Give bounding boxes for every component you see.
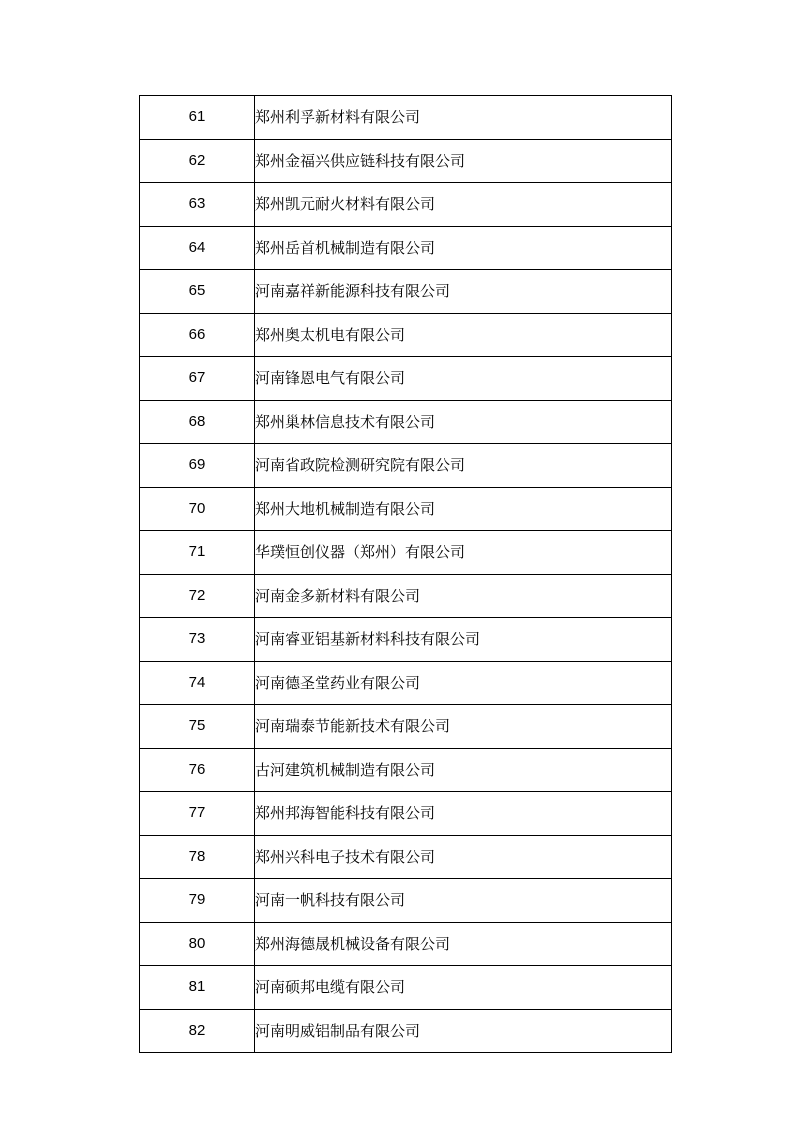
- company-name-cell: 河南硕邦电缆有限公司: [255, 966, 672, 1010]
- row-index-cell: 74: [140, 661, 255, 705]
- row-index-cell: 64: [140, 226, 255, 270]
- row-index-cell: 76: [140, 748, 255, 792]
- company-name-cell: 郑州金福兴供应链科技有限公司: [255, 139, 672, 183]
- table-row: [140, 661, 672, 705]
- row-index-cell: 81: [140, 966, 255, 1010]
- company-name-cell: 郑州巢林信息技术有限公司: [255, 400, 672, 444]
- table-row: [140, 226, 672, 270]
- table-row: [140, 487, 672, 531]
- table-row: [140, 879, 672, 923]
- table-row: [140, 357, 672, 401]
- row-index-cell: 77: [140, 792, 255, 836]
- company-table-body: [140, 96, 672, 1053]
- company-name-cell: 郑州邦海智能科技有限公司: [255, 792, 672, 836]
- table-row: [140, 313, 672, 357]
- row-index-cell: 72: [140, 574, 255, 618]
- company-name-cell: 郑州奥太机电有限公司: [255, 313, 672, 357]
- table-row: [140, 531, 672, 575]
- row-index-cell: 75: [140, 705, 255, 749]
- table-row: [140, 1009, 672, 1053]
- row-index-cell: 70: [140, 487, 255, 531]
- table-row: [140, 270, 672, 314]
- row-index-cell: 66: [140, 313, 255, 357]
- company-table: [139, 95, 672, 1053]
- table-row: [140, 618, 672, 662]
- row-index-cell: 71: [140, 531, 255, 575]
- company-name-cell: 郑州兴科电子技术有限公司: [255, 835, 672, 879]
- company-name-cell: 河南锋恩电气有限公司: [255, 357, 672, 401]
- table-row: [140, 96, 672, 140]
- row-index-cell: 78: [140, 835, 255, 879]
- company-name-cell: 河南德圣堂药业有限公司: [255, 661, 672, 705]
- company-name-cell: 郑州海德晟机械设备有限公司: [255, 922, 672, 966]
- company-name-cell: 河南金多新材料有限公司: [255, 574, 672, 618]
- company-table-container: [139, 95, 669, 1053]
- company-name-cell: 郑州岳首机械制造有限公司: [255, 226, 672, 270]
- row-index-cell: 67: [140, 357, 255, 401]
- company-name-cell: 河南嘉祥新能源科技有限公司: [255, 270, 672, 314]
- row-index-cell: 61: [140, 96, 255, 140]
- company-name-cell: 郑州凯元耐火材料有限公司: [255, 183, 672, 227]
- table-row: [140, 400, 672, 444]
- company-name-cell: 郑州利孚新材料有限公司: [255, 96, 672, 140]
- table-row: [140, 574, 672, 618]
- row-index-cell: 65: [140, 270, 255, 314]
- row-index-cell: 80: [140, 922, 255, 966]
- row-index-cell: 73: [140, 618, 255, 662]
- company-name-cell: 河南明威铝制品有限公司: [255, 1009, 672, 1053]
- company-name-cell: 郑州大地机械制造有限公司: [255, 487, 672, 531]
- table-row: [140, 835, 672, 879]
- table-row: [140, 966, 672, 1010]
- company-name-cell: 古河建筑机械制造有限公司: [255, 748, 672, 792]
- row-index-cell: 68: [140, 400, 255, 444]
- table-row: [140, 748, 672, 792]
- table-row: [140, 139, 672, 183]
- company-name-cell: 华璞恒创仪器（郑州）有限公司: [255, 531, 672, 575]
- row-index-cell: 82: [140, 1009, 255, 1053]
- company-name-cell: 河南睿亚铝基新材料科技有限公司: [255, 618, 672, 662]
- company-name-cell: 河南一帆科技有限公司: [255, 879, 672, 923]
- row-index-cell: 79: [140, 879, 255, 923]
- table-row: [140, 444, 672, 488]
- company-name-cell: 河南瑞泰节能新技术有限公司: [255, 705, 672, 749]
- row-index-cell: 69: [140, 444, 255, 488]
- table-row: [140, 183, 672, 227]
- table-row: [140, 792, 672, 836]
- table-row: [140, 705, 672, 749]
- table-row: [140, 922, 672, 966]
- company-name-cell: 河南省政院检测研究院有限公司: [255, 444, 672, 488]
- row-index-cell: 63: [140, 183, 255, 227]
- row-index-cell: 62: [140, 139, 255, 183]
